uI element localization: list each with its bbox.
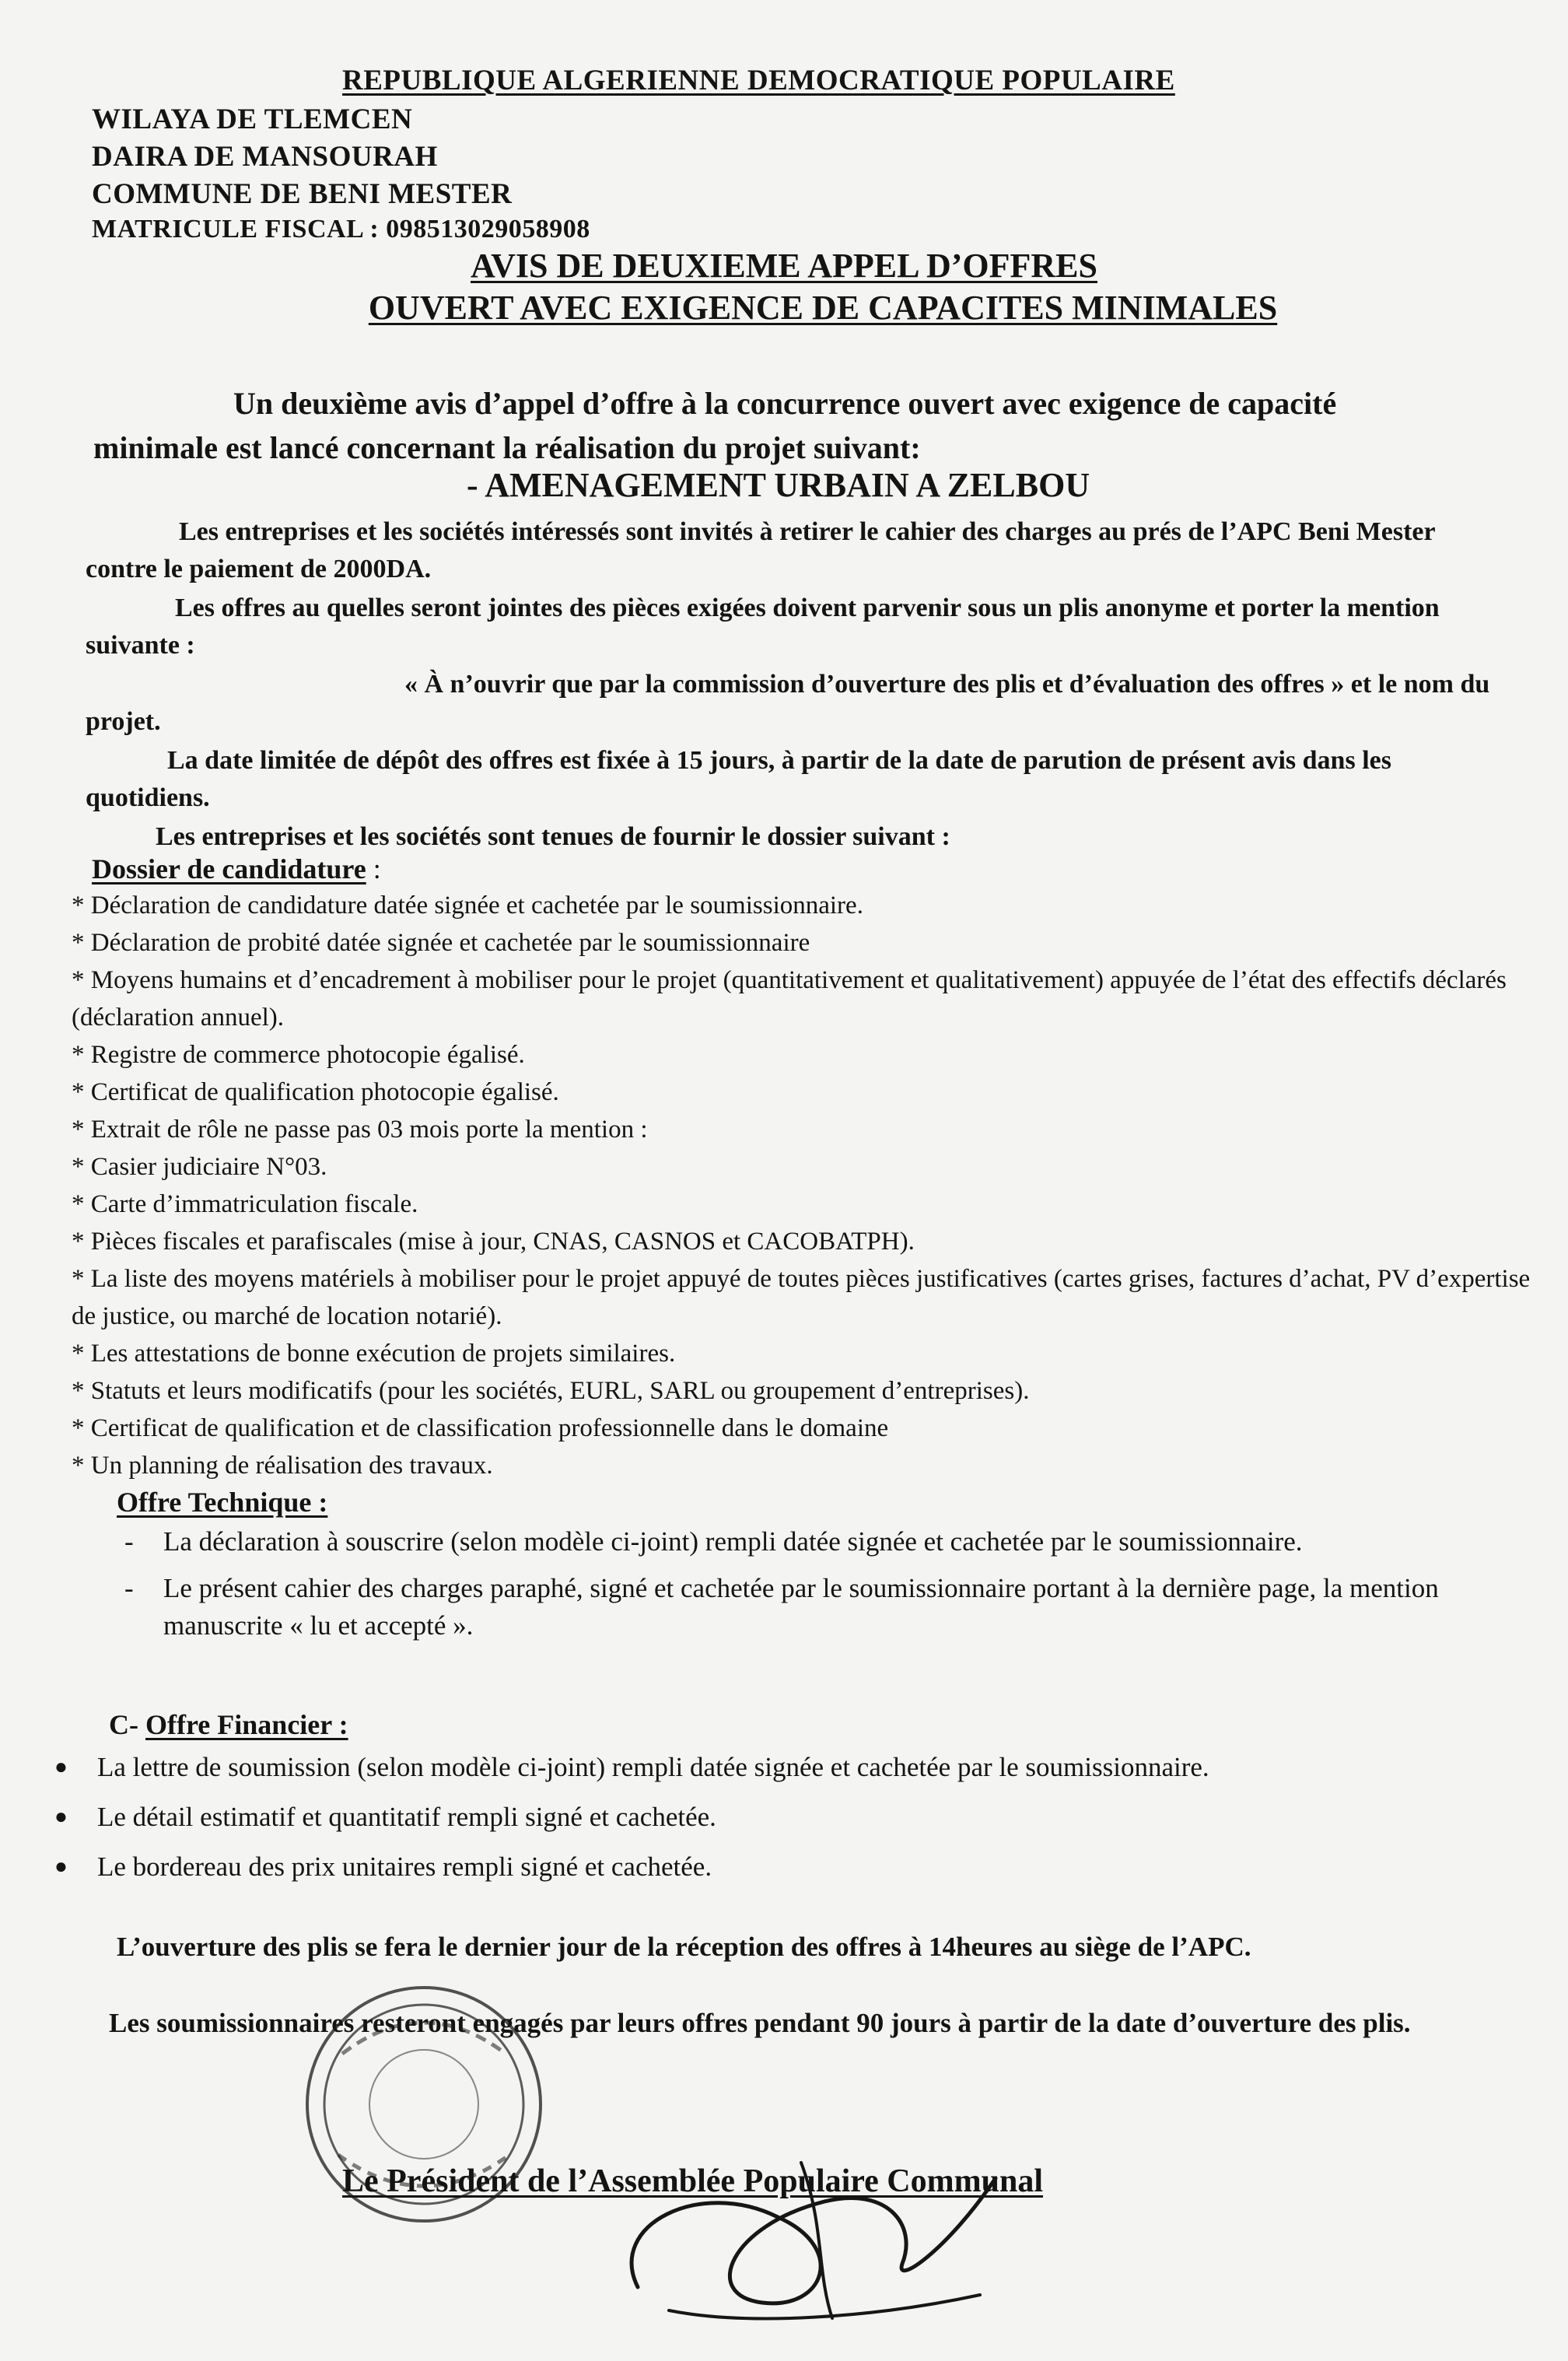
wilaya-line: WILAYA DE TLEMCEN <box>92 103 413 135</box>
financier-item-text: Le bordereau des prix unitaires rempli signé et cachetée. <box>97 1851 712 1882</box>
financier-item <box>54 1842 1517 1892</box>
signature-title: Le Président de l’Assemblée Populaire Communal <box>342 2163 1043 2199</box>
dossier-item: * Déclaration de candidature datée signée et cachetée par le soumissionnaire. <box>72 892 863 920</box>
dossier-heading: Dossier de candidature <box>92 853 366 884</box>
technique-list <box>124 1523 1524 1654</box>
dossier-item: * Les attestations de bonne exécution de projets similaires. <box>72 1340 676 1368</box>
bullet-icon: ● <box>54 1855 68 1879</box>
list-dash: - <box>124 1573 134 1603</box>
technique-item-text: La déclaration à souscrire (selon modèle ci-joint) rempli datée signée et cachetée par le soumissionnaire. <box>163 1526 1303 1557</box>
notice-title-line1: AVIS DE DEUXIEME APPEL D’OFFRES <box>471 247 1097 285</box>
body-paragraph-3: « À n’ouvrir que par la commission d’ouverture des plis et d’évaluation des offres » et le nom du projet. <box>86 670 1490 736</box>
dossier-colon: : <box>366 853 381 884</box>
dossier-item: * Un planning de réalisation des travaux. <box>72 1452 493 1480</box>
technique-heading: Offre Technique : <box>117 1487 328 1518</box>
dossier-item: * Carte d’immatriculation fiscale. <box>72 1190 418 1218</box>
list-dash: - <box>124 1526 134 1557</box>
dossier-heading-wrap <box>92 853 381 885</box>
commune-line: COMMUNE DE BENI MESTER <box>92 178 513 210</box>
financier-heading-wrap <box>109 1708 348 1741</box>
handwritten-signature-icon <box>591 2132 1027 2334</box>
body-paragraph-4: La date limitée de dépôt des offres est fixée à 15 jours, à partir de la date de parution de présent avis dans les quotidiens. <box>86 746 1391 812</box>
project-name: - AMENAGEMENT URBAIN A ZELBOU <box>467 466 1090 504</box>
bullet-icon: ● <box>54 1805 68 1829</box>
financier-item <box>54 1792 1517 1842</box>
dossier-item: * Casier judiciaire N°03. <box>72 1153 327 1181</box>
body-paragraph-1: Les entreprises et les sociétés intéressés sont invités à retirer le cahier des charges au prés de l’APC Beni Mester contre le paiement de 2000DA. <box>86 517 1435 583</box>
dossier-item: * Certificat de qualification et de classification professionnelle dans le domaine <box>72 1414 889 1442</box>
financier-heading: Offre Financier : <box>145 1709 348 1740</box>
financier-item-text: Le détail estimatif et quantitatif rempli signé et cachetée. <box>97 1802 716 1832</box>
technique-item-text: Le présent cahier des charges paraphé, signé et cachetée par le soumissionnaire portant à la dernière page, la mention manuscrite « lu et accepté ». <box>163 1573 1439 1641</box>
financier-list <box>54 1743 1517 1892</box>
technique-item <box>124 1523 1524 1561</box>
dossier-item: * Déclaration de probité datée signée et cachetée par le soumissionnaire <box>72 929 810 957</box>
dossier-list <box>72 887 1534 1484</box>
financier-item-text: La lettre de soumission (selon modèle ci-joint) rempli datée signée et cachetée par le soumissionnaire. <box>97 1752 1209 1782</box>
intro-paragraph <box>93 381 1462 470</box>
notice-title-line2: OUVERT AVEC EXIGENCE DE CAPACITES MINIMALES <box>368 289 1278 327</box>
financier-prefix: C- <box>109 1709 145 1740</box>
closing-paragraph-2: Les soumissionnaires resteront engagés par leurs offres pendant 90 jours à partir de la date d’ouverture des plis. <box>109 2008 1411 2038</box>
body-paragraph-5: Les entreprises et les sociétés sont tenues de fournir le dossier suivant : <box>156 822 950 851</box>
dossier-item: * La liste des moyens matériels à mobiliser pour le projet appuyé de toutes pièces justificatives (cartes grises, factures d’achat, PV d’expertise de justice, ou marché de location notarié). <box>72 1265 1531 1330</box>
dossier-item: * Certificat de qualification photocopie égalisé. <box>72 1078 559 1106</box>
bullet-icon: ● <box>54 1755 68 1779</box>
body-paragraph-2: Les offres au quelles seront jointes des pièces exigées doivent parvenir sous un plis anonyme et porter la mention suivante : <box>86 594 1440 660</box>
daira-line: DAIRA DE MANSOURAH <box>92 141 438 173</box>
dossier-item: * Pièces fiscales et parafiscales (mise à jour, CNAS, CASNOS et CACOBATPH). <box>72 1228 915 1256</box>
dossier-item: * Statuts et leurs modificatifs (pour les sociétés, EURL, SARL ou groupement d’entreprises). <box>72 1377 1030 1405</box>
closing-paragraph-1: L’ouverture des plis se fera le dernier jour de la réception des offres à 14heures au siège de l’APC. <box>117 1932 1251 1962</box>
dossier-item: * Moyens humains et d’encadrement à mobiliser pour le projet (quantitativement et qualitativement) appuyée de l’état des effectifs déclarés (déclaration annuel). <box>72 966 1507 1032</box>
financier-item <box>54 1743 1517 1792</box>
intro-text: Un deuxième avis d’appel d’offre à la concurrence ouvert avec exigence de capacité minimale est lancé concernant la réalisation du projet suivant: <box>93 386 1337 465</box>
technique-item <box>124 1570 1524 1645</box>
republic-header: REPUBLIQUE ALGERIENNE DEMOCRATIQUE POPULAIRE <box>342 65 1175 96</box>
dossier-item: * Extrait de rôle ne passe pas 03 mois porte la mention : <box>72 1116 648 1144</box>
dossier-item: * Registre de commerce photocopie égalisé. <box>72 1041 525 1069</box>
matricule-line: MATRICULE FISCAL : 098513029058908 <box>92 215 590 243</box>
